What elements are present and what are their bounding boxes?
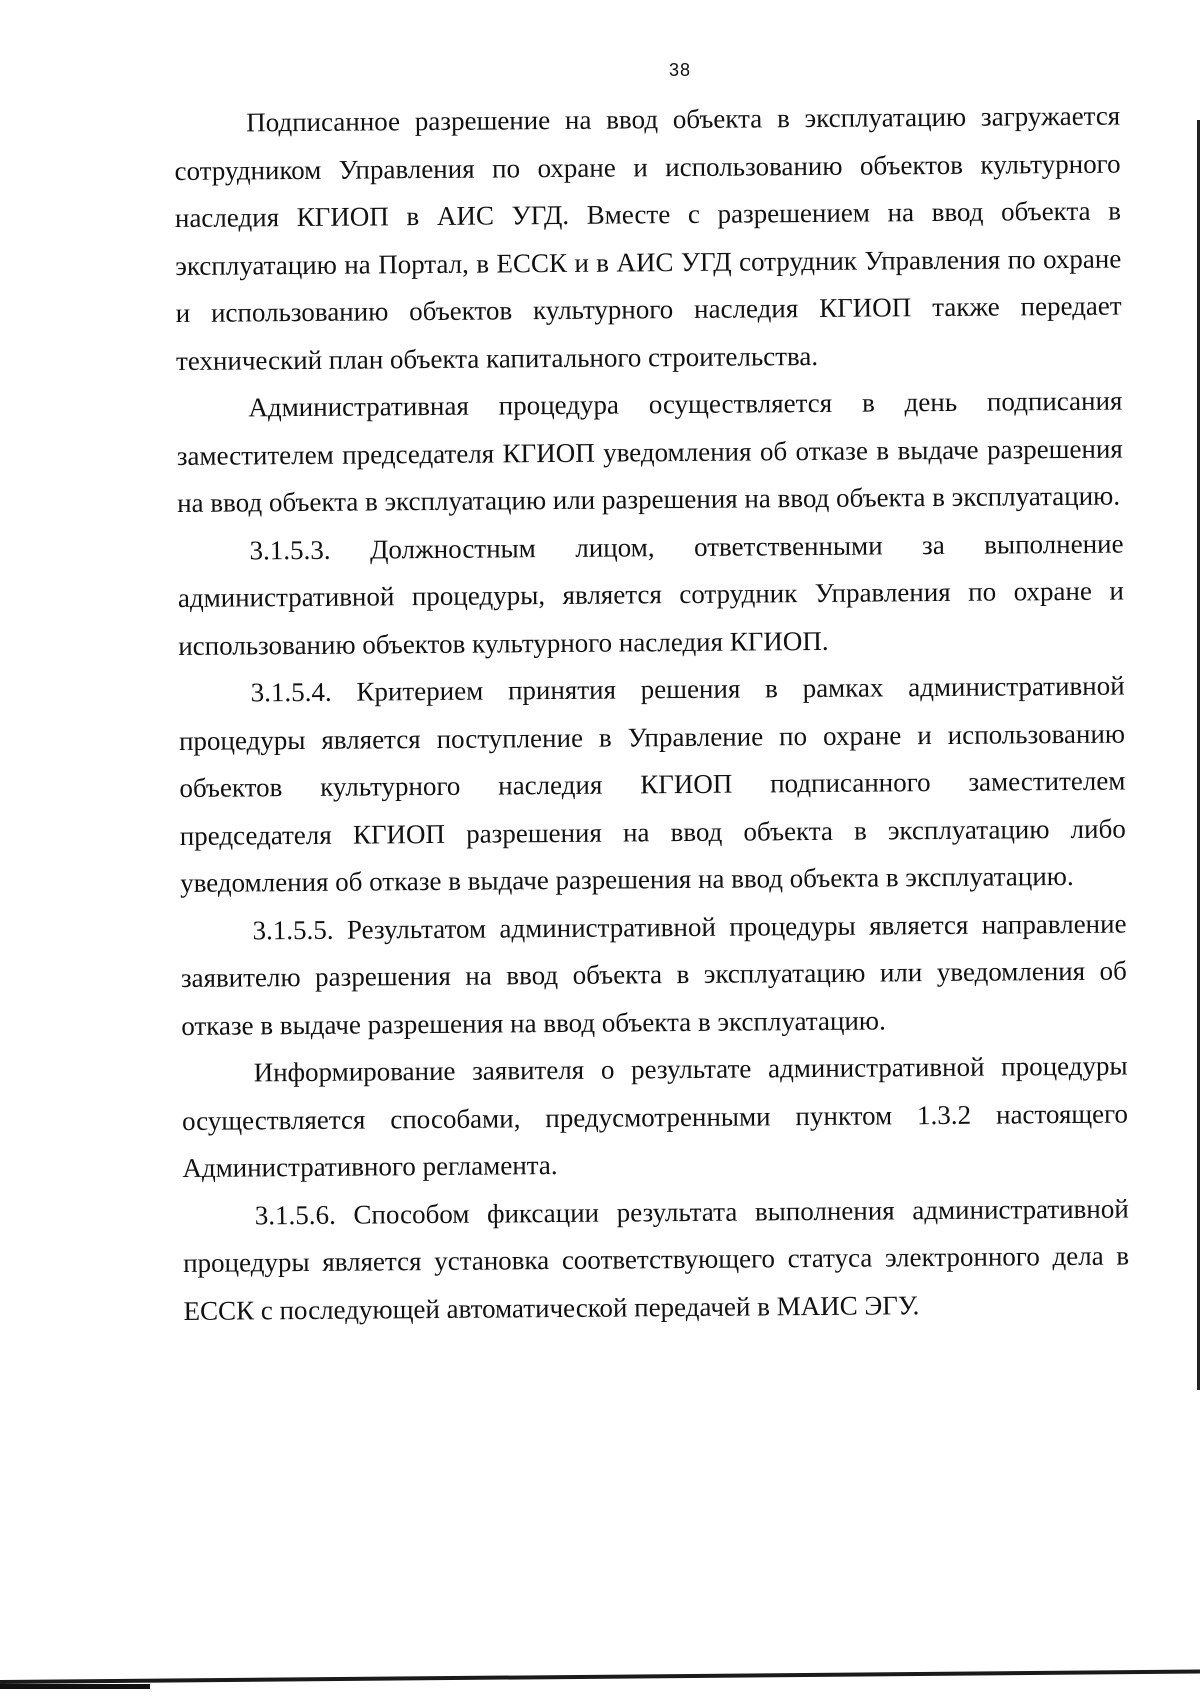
paragraph-informing: Информирование заявителя о результате административной процедуры осуществляется способами, предусмотренными пунктом 1.3.2 настоящего Административного регламента. — [181, 1050, 1129, 1183]
document-body — [174, 93, 1130, 1335]
scan-bottom-edge-line — [0, 1670, 1200, 1684]
paragraph-3-1-5-3: 3.1.5.3. Должностным лицом, ответственными за выполнение административной процедуры, является сотрудник Управления по охране и использованию объектов культурного наследия КГИОП. — [177, 528, 1124, 661]
paragraph-3-1-5-4: 3.1.5.4. Критерием принятия решения в рамках административной процедуры является поступление в Управление по охране и использованию объектов культурного наследия КГИОП подписанного заместителем председателя КГИОП разрешения на ввод объекта в эксплуатацию либо уведомления об отказе в выдаче разрешения на ввод объекта в эксплуатацию. — [178, 670, 1126, 898]
paragraph-upload-permit: Подписанное разрешение на ввод объекта в эксплуатацию загружается сотрудником Управления по охране и использованию объектов культурного наследия КГИОП в АИС УГД. Вместе с разрешением на ввод объекта в эксплуатацию на Портал, в ЕССК и в АИС УГД сотрудник Управления по охране и использованию объектов культурного наследия КГИОП также передает технический план объекта капитального строительства. — [174, 100, 1122, 376]
paragraph-3-1-5-6: 3.1.5.6. Способом фиксации результата выполнения административной процедуры является установка соответствующего статуса электронного дела в ЕССК с последующей автоматической передачей в МАИС ЭГУ. — [183, 1193, 1130, 1326]
page-number: 38 — [668, 60, 692, 80]
paragraph-procedure-timing: Административная процедура осуществляется в день подписания заместителем председателя КГИОП уведомления об отказе в выдаче разрешения на ввод объекта в эксплуатацию или разрешения на ввод объекта в эксплуатацию. — [176, 385, 1123, 518]
paragraph-3-1-5-5: 3.1.5.5. Результатом административной процедуры является направление заявителю разрешения на ввод объекта в эксплуатацию или уведомления об отказе в выдаче разрешения на ввод объекта в эксплуатацию. — [180, 908, 1127, 1041]
scan-bottom-edge-mark — [0, 1684, 150, 1689]
